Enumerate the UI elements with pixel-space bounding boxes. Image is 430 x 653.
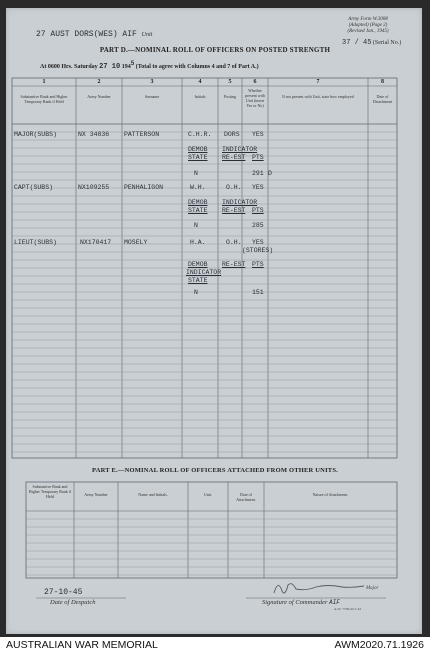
despatch-date: 27-10-45 xyxy=(44,588,83,597)
r3-initials: H.A. xyxy=(190,239,206,246)
date-prefix: At 0600 Hrs. Saturday xyxy=(40,64,98,70)
date-value: 27 10 xyxy=(99,63,121,71)
serial-suffix: (Serial No.) xyxy=(372,40,402,46)
signature-rank: Major xyxy=(366,586,379,591)
date-suffix: (Total to agree with Columns 4 and 7 of Part A.) xyxy=(135,64,259,70)
r1-rank: MAJOR(SUBS) xyxy=(14,131,57,138)
r3-demob: DEMOB xyxy=(188,261,208,268)
column-number-7: 7 xyxy=(316,79,320,85)
column-header-5: Posting xyxy=(223,94,236,99)
year-value: 5 xyxy=(130,60,135,67)
r2-present: YES xyxy=(252,184,264,191)
column-header-8: Date of Detachment xyxy=(372,94,393,104)
form-ident xyxy=(318,17,418,35)
r2-state: STATE xyxy=(188,207,208,214)
r2-initials: W.H. xyxy=(190,184,206,191)
unit-typed: 27 AUST DORS(WES) AIF xyxy=(36,30,137,39)
r1-points-value: 291 xyxy=(252,170,264,177)
r3-state: STATE xyxy=(188,277,208,284)
r1-indicator: INDICATOR xyxy=(222,146,258,153)
r1-state: STATE xyxy=(188,154,208,161)
column-number-3: 3 xyxy=(150,79,154,85)
r1-n: N xyxy=(194,170,198,177)
column-header-6: Whether present with Unit (insert Yes or No) xyxy=(245,88,265,108)
credit-right: AWM2020.71.1926 xyxy=(334,639,424,651)
r3-indicator: INDICATOR xyxy=(186,269,222,276)
r1-surname: PATTERSON xyxy=(124,131,160,138)
r1-initials: C.H.R. xyxy=(188,131,212,138)
form-revised: (Revised Jan., 1945) xyxy=(347,29,389,34)
r2-pts: PTS xyxy=(252,207,264,214)
r2-n: N xyxy=(194,222,198,229)
form-adapted: (Adapted) (Page 2) xyxy=(348,23,388,28)
column-header-1: Substantive Rank and Higher Temporary Rank if Held xyxy=(20,94,68,104)
r2-posting: O.H. xyxy=(226,184,242,191)
r1-reest: RE-EST xyxy=(222,154,246,161)
unit-suffix: Unit xyxy=(141,32,153,38)
despatch-label: Date of Despatch xyxy=(50,599,96,606)
part-d-date-line xyxy=(40,60,259,71)
r2-points-value: 285 xyxy=(252,222,264,229)
r2-surname: PENHALIGON xyxy=(124,184,164,191)
r3-reest: RE-EST xyxy=(222,261,246,268)
r3-points-value: 151 xyxy=(252,289,264,296)
r3-surname: MOSELY xyxy=(124,239,148,246)
credit-bar xyxy=(0,637,430,653)
r1-pts: PTS xyxy=(252,154,264,161)
part-d-title: PART D.—NOMINAL ROLL OF OFFICERS ON POSTED STRENGTH xyxy=(99,46,331,54)
r3-present: YES xyxy=(252,239,264,246)
column-number-6: 6 xyxy=(253,79,257,85)
part-e-column-header-1: Substantive Rank and Higher Temporary Rank if Held xyxy=(28,484,72,499)
r3-n: N xyxy=(194,289,198,296)
unit-line xyxy=(36,30,152,39)
r3-rank: LIEUT(SUBS) xyxy=(14,239,57,246)
column-header-2: Army Number xyxy=(87,94,111,99)
r3-posting: O.H. xyxy=(226,239,242,246)
printer-note: A.W. 7730/44 7-44 xyxy=(334,607,361,611)
r1-army-no: NX 34836 xyxy=(78,131,110,138)
part-e-column-header-3: Name and Initials. xyxy=(138,492,168,497)
r1-d: D xyxy=(268,170,272,177)
r2-demob: DEMOB xyxy=(188,199,208,206)
r1-demob: DEMOB xyxy=(188,146,208,153)
column-number-2: 2 xyxy=(97,79,101,85)
year-prefix: 194 xyxy=(121,64,131,70)
part-e-column-header-5: Date of Attachment. xyxy=(236,492,256,502)
r2-indicator: INDICATOR xyxy=(222,199,258,206)
part-e-column-header-6: Nature of Attachment. xyxy=(312,492,349,497)
column-header-4: Initials xyxy=(194,94,206,99)
r3-stores: (STORES) xyxy=(242,247,274,254)
credit-left: AUSTRALIAN WAR MEMORIAL xyxy=(6,639,158,651)
r1-present: YES xyxy=(252,131,264,138)
serial-typed: 37 / 45 xyxy=(342,39,372,47)
r3-pts: PTS xyxy=(252,261,264,268)
r2-army-no: NX109255 xyxy=(78,184,110,191)
signature-line xyxy=(262,599,340,606)
r1-posting: DORS xyxy=(224,131,240,138)
part-e-column-header-4: Unit. xyxy=(203,492,213,497)
column-number-1: 1 xyxy=(42,79,46,85)
signature-unit: AIF xyxy=(329,599,340,606)
column-number-8: 8 xyxy=(381,79,384,85)
form-number: Army Form W.3008 xyxy=(348,17,388,22)
part-e-title: PART E.—NOMINAL ROLL OF OFFICERS ATTACHED FROM OTHER UNITS. xyxy=(92,467,338,474)
part-e-column-header-2: Army Number xyxy=(84,492,108,497)
r2-rank: CAPT(SUBS) xyxy=(14,184,54,191)
r3-army-no: NX170417 xyxy=(80,239,112,246)
column-header-3: Surname xyxy=(144,94,160,99)
signature-label: Signature of Commander xyxy=(262,599,328,606)
column-header-7: If not present with Unit, state how employed xyxy=(282,94,354,99)
r2-reest: RE-EST xyxy=(222,207,246,214)
column-number-4: 4 xyxy=(198,79,202,85)
column-number-5: 5 xyxy=(228,79,232,85)
